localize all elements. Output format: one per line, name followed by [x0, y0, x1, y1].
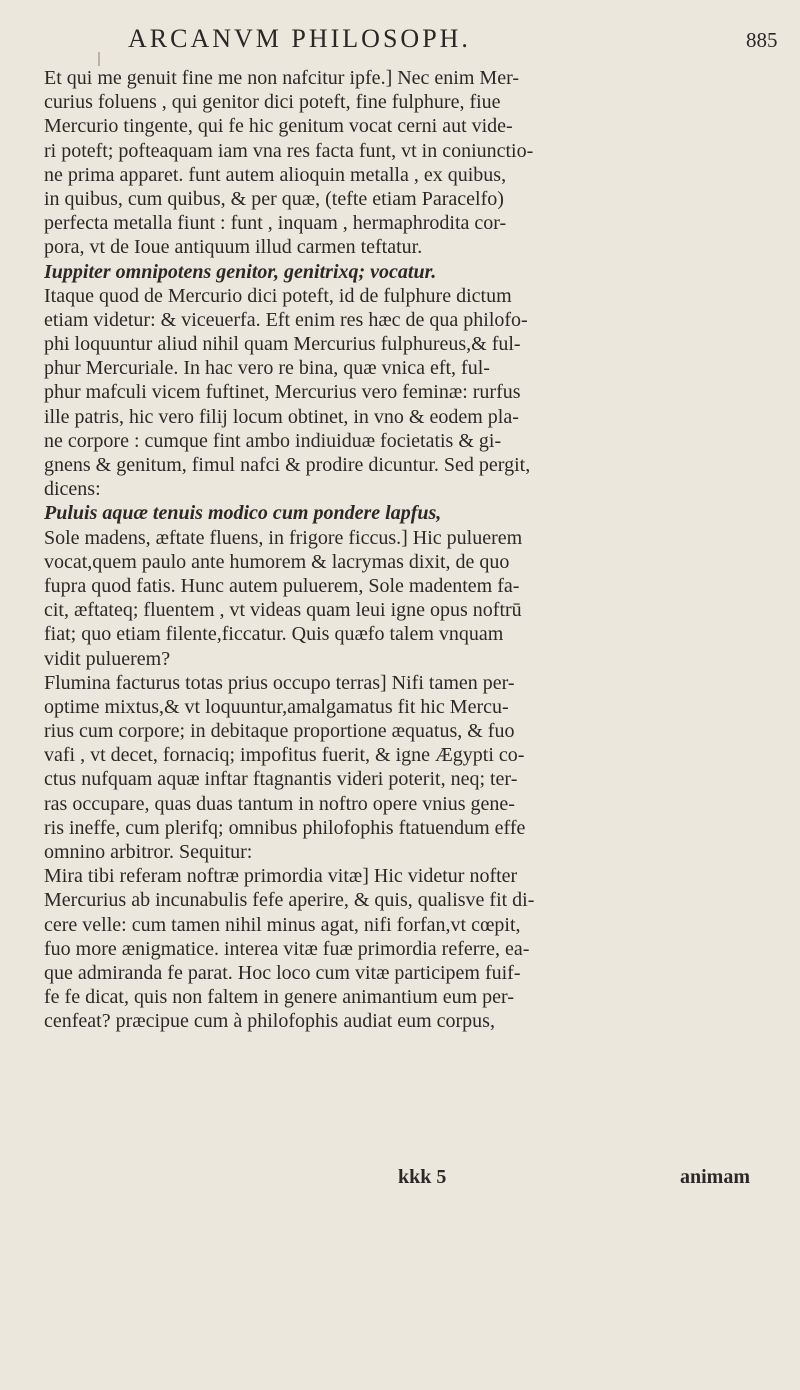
text-line: fe fe dicat, quis non faltem in genere animantium eum per-: [44, 986, 514, 1009]
text-line: ille patris, hic vero filij locum obtinet, in vno & eodem pla-: [44, 405, 519, 428]
text-line: perfecta metalla fiunt : funt , inquam , hermaphrodita cor-: [44, 212, 507, 235]
catchword: animam: [680, 1166, 750, 1188]
page-number: 885: [746, 28, 778, 52]
text-line: Iuppiter omnipotens genitor, genitrixq; vocatur.: [44, 260, 437, 283]
text-line: que admiranda fe parat. Hoc loco cum vitæ participem fuif-: [44, 961, 521, 984]
text-line: Itaque quod de Mercurio dici poteft, id de fulphure dictum: [44, 284, 512, 307]
text-line: Flumina facturus totas prius occupo terras] Nifi tamen per-: [44, 671, 515, 694]
text-line: gnens & genitum, fimul nafci & prodire dicuntur. Sed pergit,: [44, 454, 531, 476]
text-line: ri poteft; pofteaquam iam vna res facta funt, vt in coniunctio-: [44, 139, 534, 162]
text-line: omnino arbitror. Sequitur:: [44, 841, 253, 863]
text-line: rius cum corpore; in debitaque proportione æquatus, & fuo: [44, 720, 515, 743]
text-line: curius foluens , qui genitor dici poteft, fine fulphure, fiue: [44, 91, 501, 114]
text-line: ris ineffe, cum plerifq; omnibus philofophis ftatuendum effe: [44, 816, 526, 839]
text-block: [44, 66, 774, 1034]
text-line: cenfeat? præcipue cum à philofophis audiat eum corpus,: [44, 1010, 495, 1033]
text-line: pora, vt de Ioue antiquum illud carmen teftatur.: [44, 236, 423, 259]
text-line: fupra quod fatis. Hunc autem puluerem, Sole madentem fa-: [44, 574, 520, 597]
text-line: Et qui me genuit fine me non nafcitur ipfe.] Nec enim Mer-: [44, 67, 519, 89]
text-line: Puluis aquæ tenuis modico cum pondere lapfus,: [44, 502, 442, 525]
text-line: ne corpore : cumque fint ambo indiuiduæ focietatis & gi-: [44, 429, 502, 452]
text-line: etiam videtur: & viceuerfa. Eft enim res hæc de qua philofo-: [44, 308, 528, 331]
text-line: vidit puluerem?: [44, 647, 171, 670]
text-line: vafi , vt decet, fornaciq; impofitus fuerit, & igne Ægypti co-: [44, 744, 525, 767]
signature-mark: kkk 5: [398, 1166, 447, 1188]
text-line: phur Mercuriale. In hac vero re bina, quæ vnica eft, ful-: [44, 357, 490, 380]
text-line: dicens:: [44, 478, 101, 501]
text-line: ctus nufquam aquæ inftar ftagnantis videri poterit, neq; ter-: [44, 768, 518, 791]
text-line: Sole madens, æftate fluens, in frigore ficcus.] Hic puluerem: [44, 526, 523, 549]
text-line: Mercurius ab incunabulis fefe aperire, & quis, qualisve fit di-: [44, 889, 535, 912]
text-line: Mira tibi referam noftræ primordia vitæ] Hic videtur nofter: [44, 865, 518, 888]
page-footer: [0, 1166, 800, 1194]
text-line: ras occupare, quas duas tantum in noftro opere vnius gene-: [44, 792, 515, 815]
text-line: optime mixtus,& vt loquuntur,amalgamatus fit hic Mercu-: [44, 695, 509, 718]
text-line: phi loquuntur aliud nihil quam Mercurius fulphureus,& ful-: [44, 333, 521, 356]
page-header: [0, 20, 800, 64]
text-line: in quibus, cum quibus, & per quæ, (tefte etiam Paracelfo): [44, 187, 504, 210]
text-line: ne prima apparet. funt autem alioquin metalla , ex quibus,: [44, 163, 507, 186]
text-line: vocat,quem paulo ante humorem & lacrymas dixit, de quo: [44, 550, 510, 573]
text-line: phur mafculi vicem fuftinet, Mercurius vero feminæ: rurfus: [44, 381, 521, 404]
text-line: fuo more ænigmatice. interea vitæ fuæ primordia referre, ea-: [44, 937, 530, 960]
text-line: Mercurio tingente, qui fe hic genitum vocat cerni aut vide-: [44, 115, 513, 138]
text-line: cit, æftateq; fluentem , vt videas quam leui igne opus noftrū: [44, 599, 522, 622]
running-head: ARCANVM PHILOSOPH.: [128, 24, 471, 53]
margin-mark: [98, 52, 100, 66]
text-line: cere velle: cum tamen nihil minus agat, nifi forfan,vt cœpit,: [44, 913, 521, 936]
text-line: fiat; quo etiam filente,ficcatur. Quis quæfo talem vnquam: [44, 623, 504, 646]
